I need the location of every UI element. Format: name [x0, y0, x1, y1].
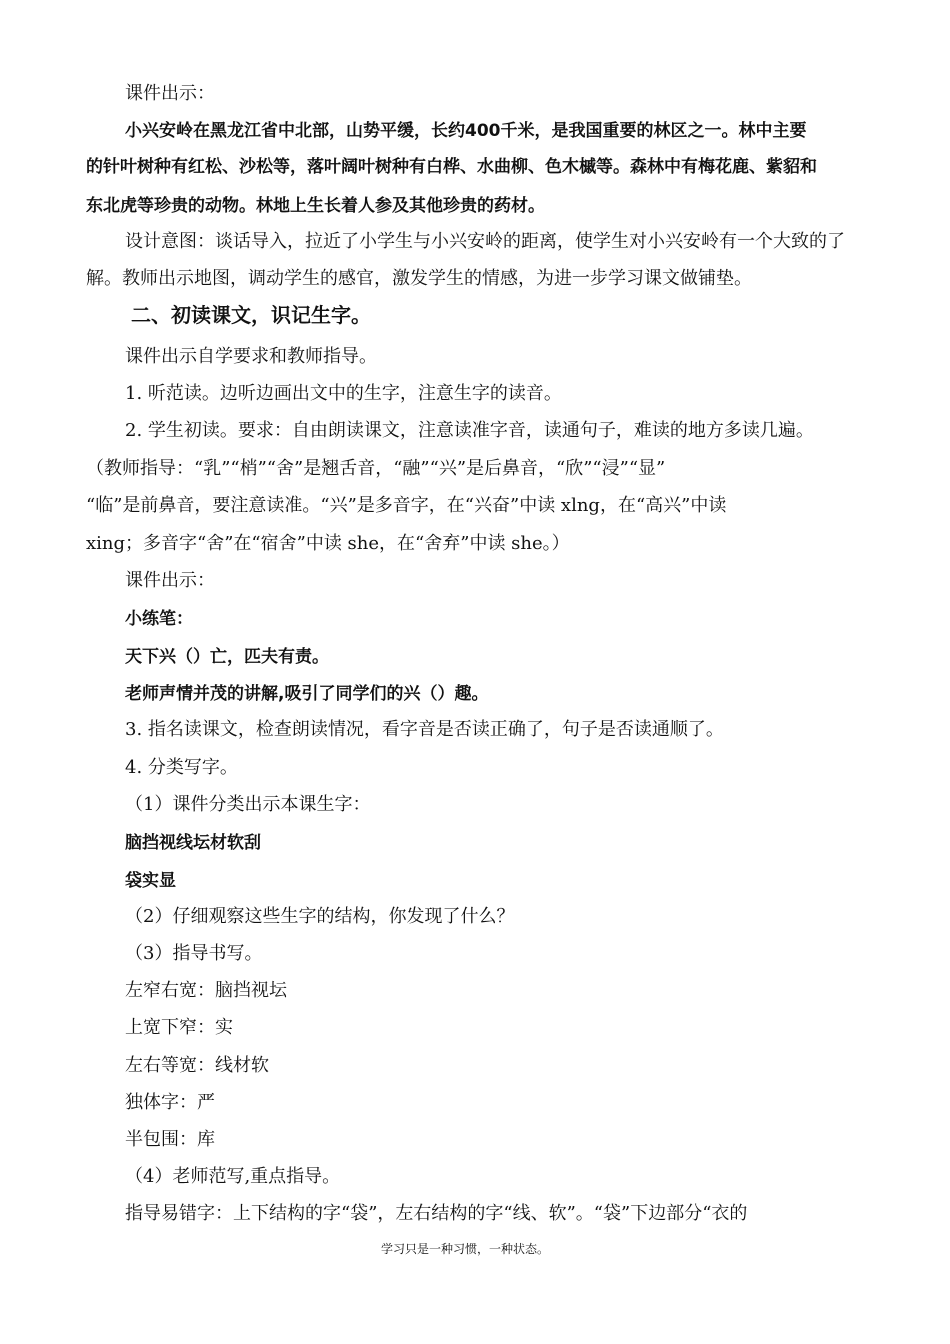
text-line: “临”是前鼻音，要注意读准。“兴”是多音字，在“兴奋”中读 xlng，在“高兴”中读: [86, 495, 727, 516]
text-line: 半包围：库: [125, 1129, 215, 1150]
text-line: 解。教师出示地图，调动学生的感官，激发学生的情感，为进一步学习课文做铺垫。: [86, 268, 752, 289]
text-line: （3）指导书写。: [125, 943, 263, 964]
page-footer: 学习只是一种习惯，一种状态。: [381, 1242, 550, 1256]
text-line: 3. 指名读课文，检查朗读情况，看字音是否读正确了，句子是否读通顺了。: [125, 719, 724, 740]
text-line: 老师声情并茂的讲解,吸引了同学们的兴（）趣。: [125, 684, 489, 704]
text-line: 课件出示：: [125, 83, 215, 104]
text-line: 的针叶树种有红松、沙松等，落叶阔叶树种有白桦、水曲柳、色木槭等。森林中有梅花鹿、紫貂和: [86, 157, 817, 177]
text-line: 脑挡视线坛材软刮: [125, 833, 261, 853]
text-line: 课件出示：: [125, 570, 215, 591]
text-line: （1）课件分类出示本课生字：: [125, 794, 371, 815]
text-line: 东北虎等珍贵的动物。林地上生长着人参及其他珍贵的药材。: [86, 196, 545, 216]
text-line: xing；多音字“舍”在“宿舍”中读 she，在“舍弃”中读 she。）: [86, 533, 570, 554]
text-line: 课件出示自学要求和教师指导。: [125, 346, 377, 367]
text-line: （2）仔细观察这些生字的结构，你发现了什么？: [125, 906, 515, 927]
text-line: 左窄右宽：脑挡视坛: [125, 980, 287, 1001]
text-line: （教师指导：“乳”“梢”“舍”是翘舌音，“融”“兴”是后鼻音，“欣”“浸”“显”: [86, 458, 666, 479]
text-line: 小练笔：: [125, 609, 193, 629]
text-line: （4）老师范写,重点指导。: [125, 1166, 341, 1187]
text-line: 上宽下窄：实: [125, 1017, 233, 1038]
text-line: 独体字：严: [125, 1092, 215, 1113]
text-line: 设计意图：谈话导入，拉近了小学生与小兴安岭的距离，使学生对小兴安岭有一个大致的了: [125, 231, 845, 252]
text-line: 左右等宽：线材软: [125, 1055, 269, 1076]
text-line: 4. 分类写字。: [125, 757, 238, 778]
text-line: 1. 听范读。边听边画出文中的生字，注意生字的读音。: [125, 383, 562, 404]
section-heading: 二、初读课文，识记生字。: [131, 303, 371, 327]
text-line: 指导易错字：上下结构的字“袋”，左右结构的字“线、软”。“袋”下边部分“衣的: [125, 1203, 748, 1224]
text-line: 天下兴（）亡，匹夫有责。: [125, 647, 329, 667]
text-line: 小兴安岭在黑龙江省中北部，山势平缓，长约400千米，是我国重要的林区之一。林中主要: [125, 121, 807, 141]
text-line: 2. 学生初读。要求：自由朗读课文，注意读准字音，读通句子，难读的地方多读几遍。: [125, 420, 814, 441]
text-line: 袋实显: [125, 871, 176, 891]
